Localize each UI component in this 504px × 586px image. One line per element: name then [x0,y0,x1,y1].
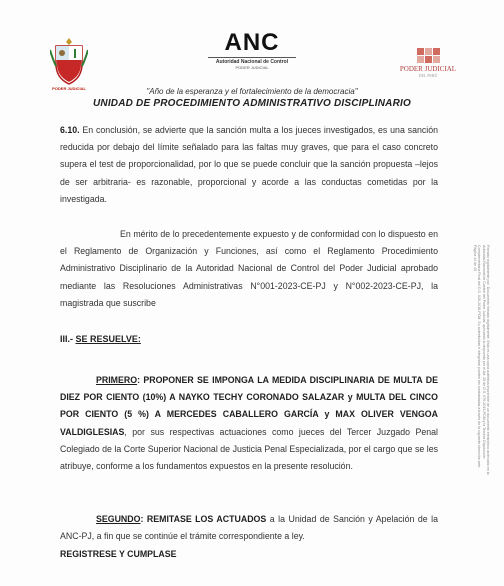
poder-judicial-name: PODER JUDICIAL [399,65,457,73]
primero-bold-text: : PROPONER SE IMPONGA LA MEDIDA DISCIPLINARIA DE MULTA DE DIEZ POR CIENTO (10%) A NAYKO TECHY CORONADO SALAZAR y MULTA DEL CINCO POR CIENTO (5 %) A MERCEDES CABALLERO GARCÍA y MAX OLIVER VENGOA VALDIGLESIAS [60,375,438,437]
signature-note-text: Firmado digitalmente por: Documento firmado digitalmente. Esta es una copia auténtica imprimible de un documento electrónico archivado en la Autoridad Nacional de Control del Poder Judicial, aplicando lo dispuesto por el Art. 25 de D.S. 070-2013-PCM y la Tercera Disposición Complementaria Final del D.S. 026-2016-PCM. Su autenticidad e integridad pueden ser contrastadas a través de la siguiente dirección web. Página 44 de 45 [472,245,490,475]
closing-line [60,546,438,563]
poder-judicial-logo [396,42,460,78]
segundo-label: SEGUNDO [96,514,141,524]
paragraph-primero [60,372,438,475]
resolve-heading [60,334,141,344]
primero-label: PRIMERO [96,375,138,385]
anc-subtitle-2: PODER JUDICIAL [235,65,269,70]
anc-rule [208,57,296,58]
poder-judicial-mark-icon [417,48,440,63]
resolve-number: III.- [60,334,76,344]
anc-logo [200,30,304,70]
paragraph-number: 6.10. [60,125,80,135]
year-motto: "Año de la esperanza y el fortalecimiento de la democracia" [146,87,358,96]
conclusion-text: En conclusión, se advierte que la sanción multa a los jueces investigados, es una sanción reducida por debajo del límite señalado para las faltas muy graves, que para el caso concreto supera el test de proporcionalidad, por lo que se puede concluir que la sanción propuesta –lejos de ser arbitraria- es razonable, proporcional y acorde a las conductas cometidas por la investigada. [60,125,438,204]
segundo-rest-text: a la Unidad de Sanción y Apelación de la ANC-PJ, a fin que se continúe el trámite correspondiente a ley. [60,514,439,542]
paragraph-conclusion [60,122,438,208]
unit-title: UNIDAD DE PROCEDIMIENTO ADMINISTRATIVO DISCIPLINARIO [92,98,411,109]
segundo-bold-text: : REMITASE LOS ACTUADOS [140,514,267,524]
closing-text: REGISTRESE Y CUMPLASE [60,549,177,559]
anc-subtitle: Autoridad Nacional de Control [215,59,289,65]
poder-judicial-sub: DEL PERÚ [418,73,438,78]
merit-text: En mérito de lo precedentemente expuesto y de conformidad con lo dispuesto en el Reglamento de Organización y Funciones, así como el Reglamento Procedimiento Administrativo Disciplinario de la Autoridad Nacional de Control del Poder Judicial aprobado mediante las Resoluciones Administrativas N°001-2023-CE-PJ y N°002-2023-CE-PJ, la magistrada que suscribe [60,229,438,308]
digital-signature-note [468,245,490,475]
peru-coat-of-arms-icon [50,36,88,88]
paragraph-segundo [60,511,438,545]
paragraph-merit [60,226,438,312]
emblem-caption: PODER JUDICIAL [52,86,86,91]
primero-rest-text: , por sus respectivas actuaciones como jueces del Tercer Juzgado Penal Colegiado de la Corte Superior Nacional de Justicia Penal Especializada, por el cargo que se les atribuye, conforme a los fundamentos expuestos en la presente resolución. [60,426,438,472]
resolve-label: SE RESUELVE: [75,334,141,344]
anc-logo-text: ANC [224,29,280,56]
